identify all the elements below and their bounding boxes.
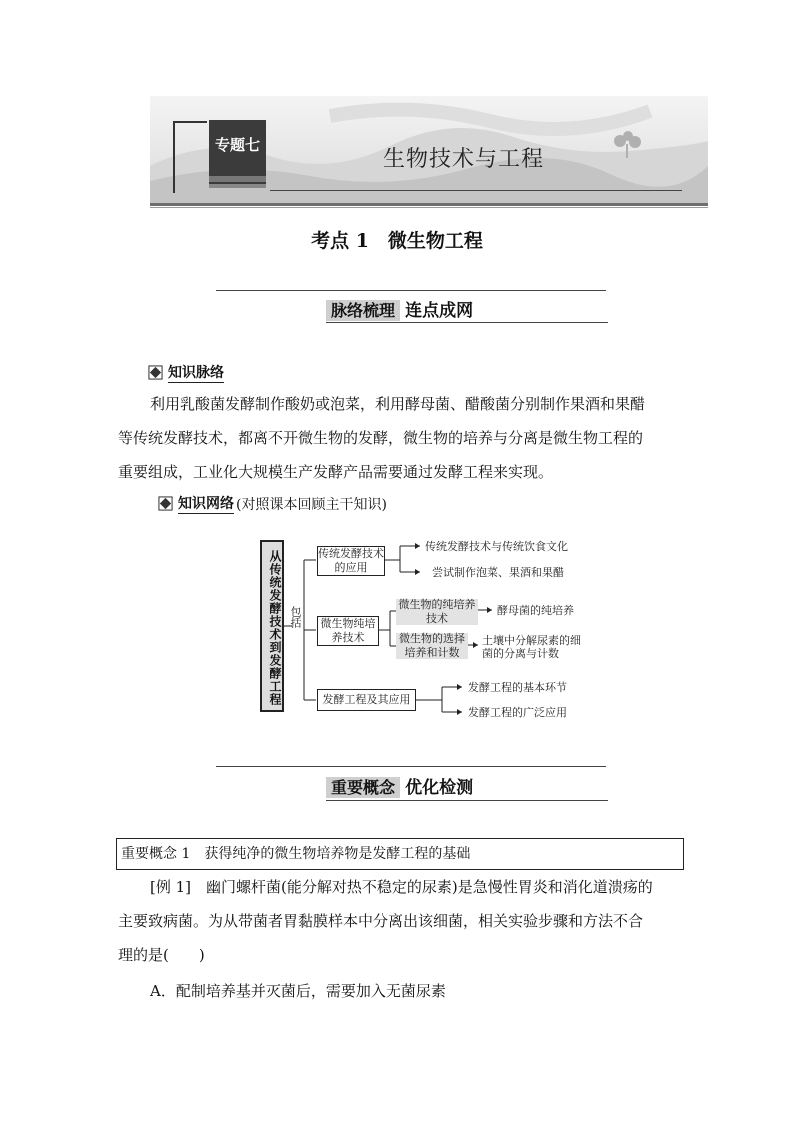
mindmap-branch-1: 传统发酵技术的应用: [318, 547, 384, 574]
mindmap-branch-2: 微生物纯培养技术: [317, 616, 379, 646]
section-rule-top: [216, 766, 606, 767]
section-text: 连点成网: [405, 301, 474, 321]
page-title: 考点 1 微生物工程: [311, 230, 483, 252]
mindmap-connector-label: 包括: [289, 606, 302, 628]
mindmap-leaf: 传统发酵技术与传统饮食文化: [425, 540, 568, 553]
concept-box: 重要概念 1 获得纯净的微生物培养物是发酵工程的基础: [116, 838, 684, 870]
example-line-2: 主要致病菌。为从带菌者胃黏膜样本中分离出该细菌，相关实验步骤和方法不合: [118, 912, 644, 930]
section-heading: [326, 773, 473, 798]
topic-label: 专题七: [209, 120, 266, 188]
mindmap-leaf: 酵母菌的纯培养: [497, 604, 574, 617]
example-line-3: 理的是( ): [118, 946, 205, 964]
knowledge-network-title: 知识网络: [178, 493, 234, 514]
paragraph-line-3: 重要组成，工业化大规模生产发酵产品需要通过发酵工程来实现。: [118, 463, 554, 481]
paragraph-line-1: 利用乳酸菌发酵制作酸奶或泡菜，利用酵母菌、醋酸菌分别制作果酒和果醋: [150, 395, 646, 413]
section-rule-bottom: [326, 800, 608, 801]
option-a: A．配制培养基并灭菌后，需要加入无菌尿素: [150, 982, 446, 1000]
mindmap-branch-3: 发酵工程及其应用: [317, 689, 416, 711]
mindmap-leaf: 发酵工程的广泛应用: [468, 706, 567, 719]
paragraph-line-2: 等传统发酵技术，都离不开微生物的发酵，微生物的培养与分离是微生物工程的: [118, 429, 644, 447]
section-tag: 重要概念: [326, 777, 400, 798]
mindmap-sub-2: 微生物的选择培养和计数: [396, 633, 468, 659]
example-line-1: [例 1] 幽门螺杆菌(能分解对热不稳定的尿素)是急慢性胃炎和消化道溃疡的: [150, 878, 653, 896]
knowledge-network-note: (对照课本回顾主干知识): [236, 496, 387, 513]
mindmap-root: 从传统发酵技术到发酵工程: [260, 540, 284, 712]
section-text: 优化检测: [405, 778, 474, 798]
mindmap-leaf: 土壤中分解尿素的细菌的分离与计数: [482, 634, 581, 660]
mindmap-leaf: 发酵工程的基本环节: [468, 681, 567, 694]
topic-title: 生物技术与工程: [383, 147, 545, 172]
knowledge-context-title: 知识脉络: [168, 362, 224, 383]
mindmap-sub-1: 微生物的纯培养技术: [396, 599, 478, 625]
section-tag: 脉络梳理: [326, 300, 400, 321]
mindmap-leaf: 尝试制作泡菜、果酒和果醋: [432, 566, 564, 579]
